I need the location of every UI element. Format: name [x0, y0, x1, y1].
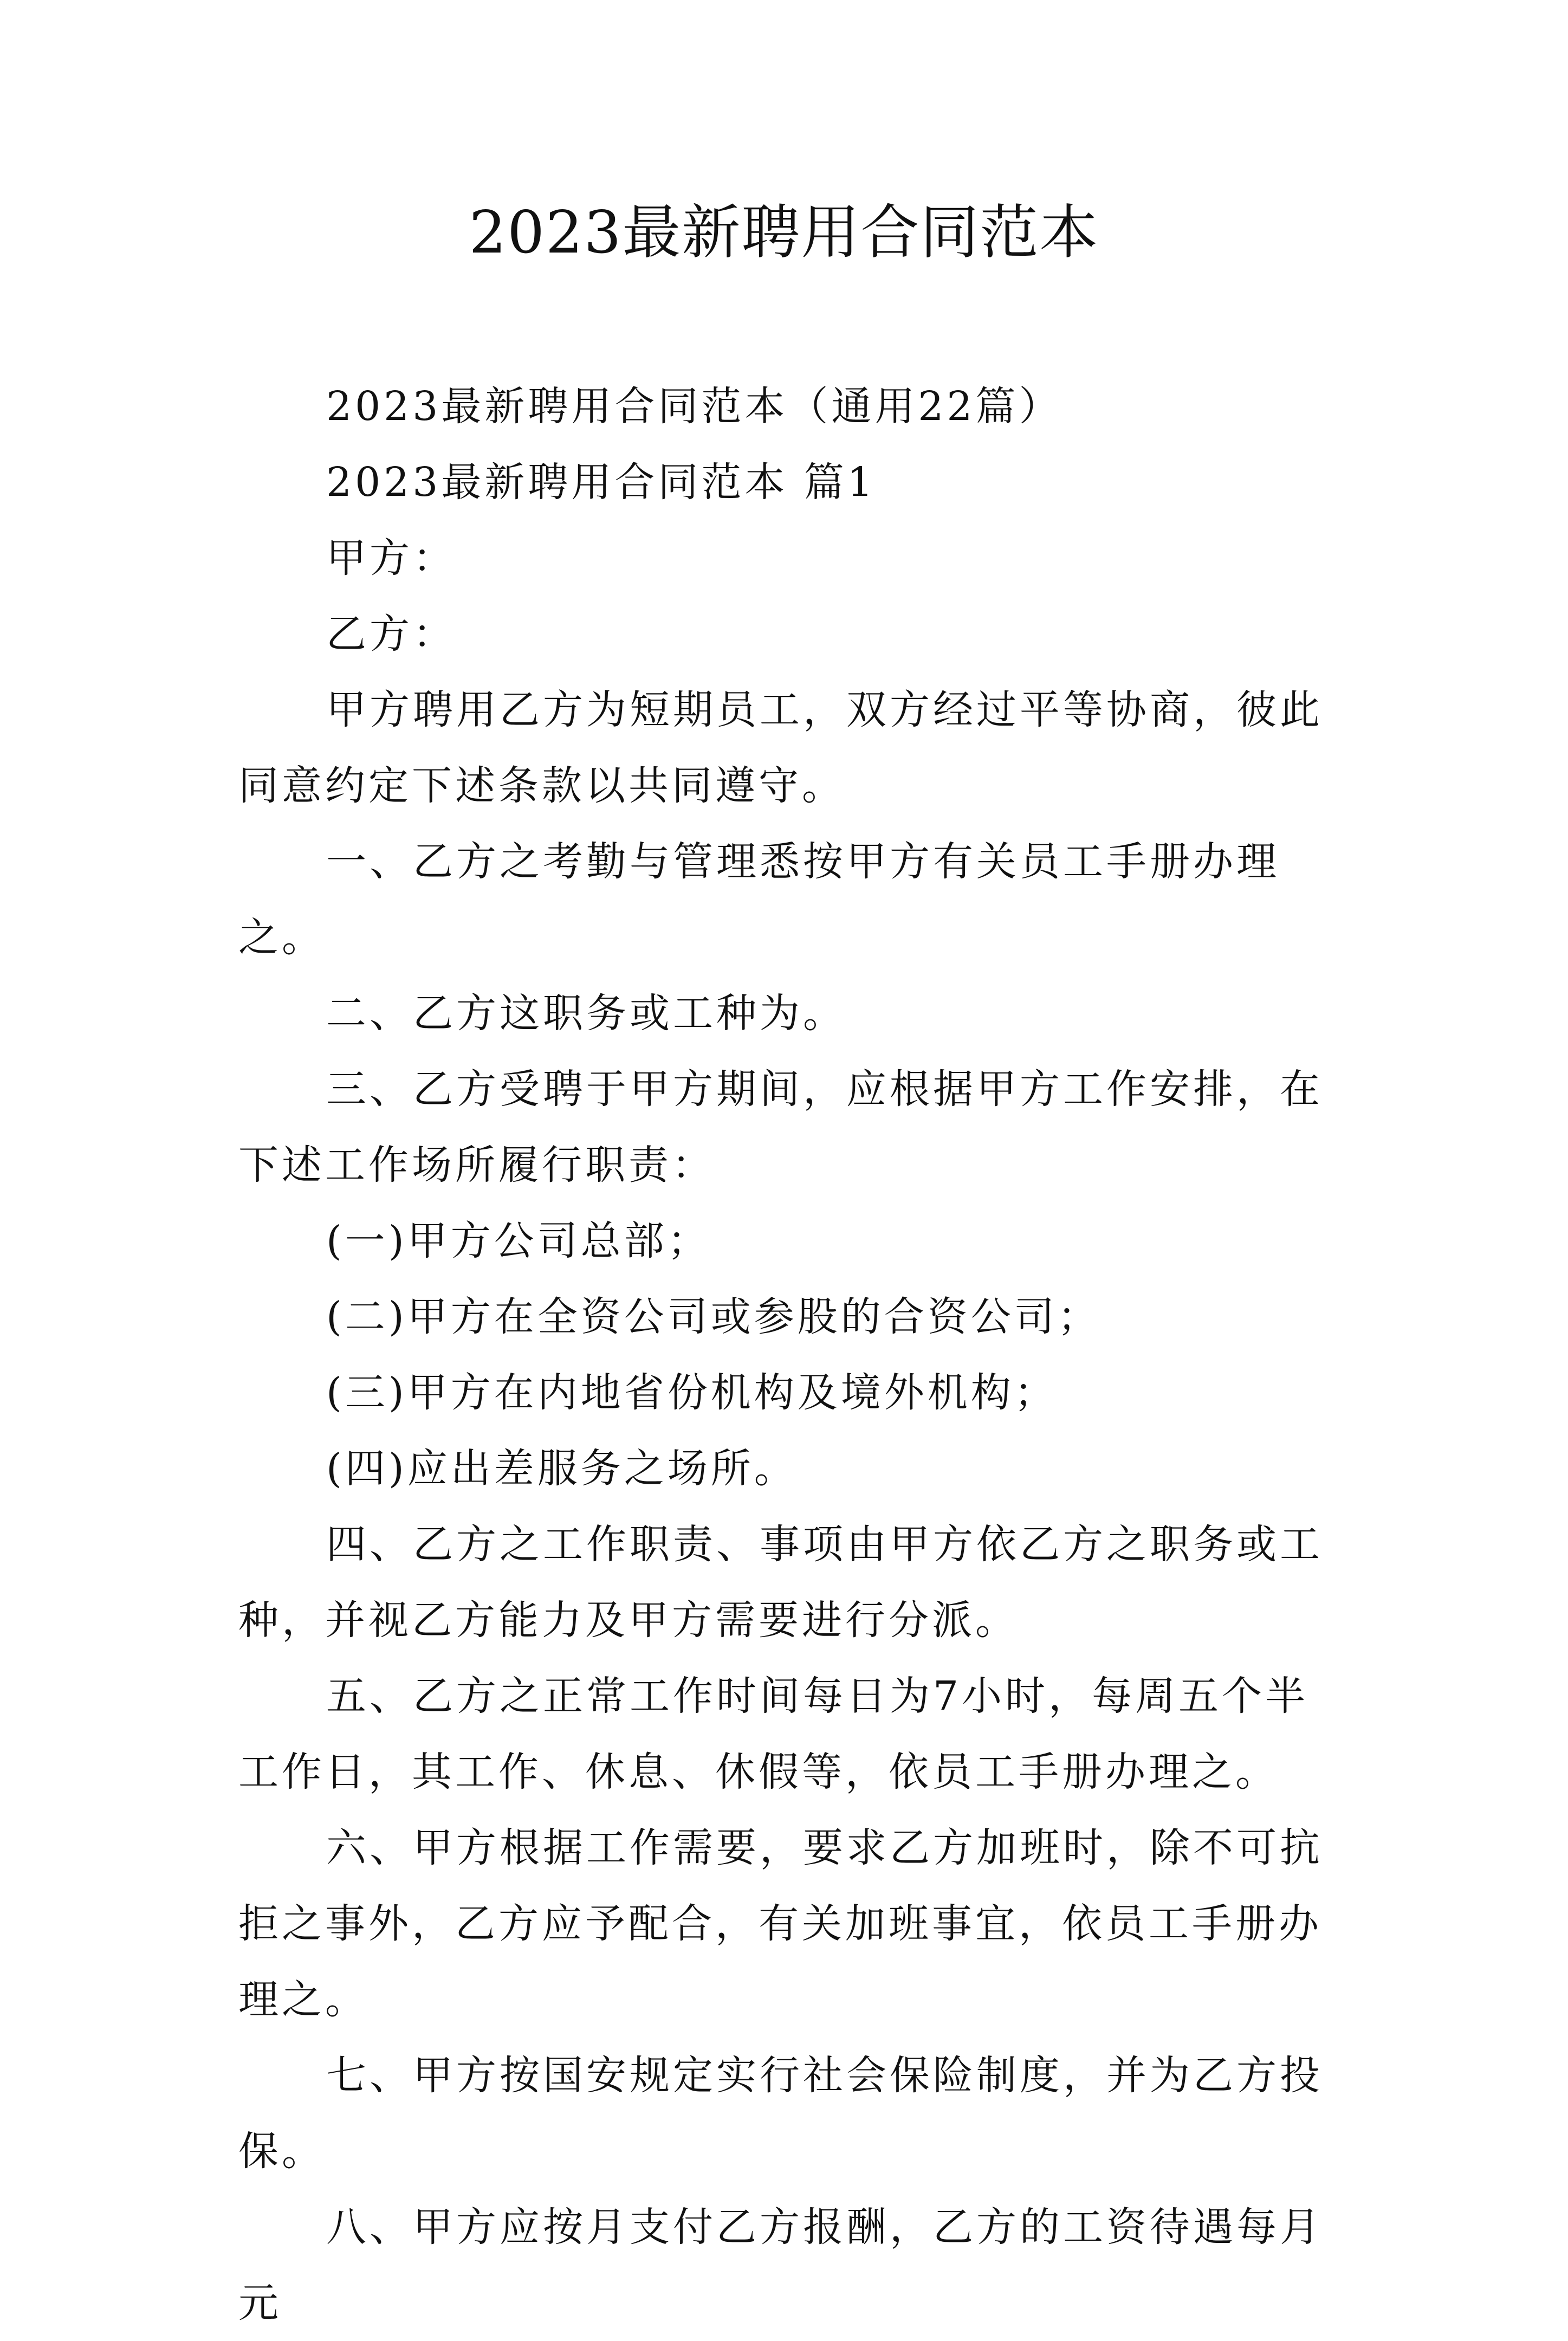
- document-body: [238, 368, 1344, 2341]
- paragraph-clause-4: 四、乙方之工作职责、事项由甲方依乙方之职务或工种，并视乙方能力及甲方需要进行分派。: [238, 1521, 1323, 1644]
- paragraph-clause-2: 二、乙方这职务或工种为。: [326, 990, 846, 1037]
- paragraph-party-a: 甲方：: [326, 535, 456, 581]
- paragraph-party-b: 乙方：: [326, 611, 456, 657]
- paragraph-clause-1: 一、乙方之考勤与管理悉按甲方有关员工手册办理之。: [238, 838, 1280, 961]
- paragraph-subtitle: 2023最新聘用合同范本（通用22篇）: [326, 383, 1062, 430]
- paragraph-clause-3-item-3: (三)甲方在内地省份机构及境外机构；: [326, 1369, 1058, 1416]
- paragraph-clause-3: 三、乙方受聘于甲方期间，应根据甲方工作安排，在下述工作场所履行职责：: [238, 1066, 1323, 1188]
- paragraph-clause-6: 六、甲方根据工作需要，要求乙方加班时，除不可抗拒之事外，乙方应予配合，有关加班事宜，依员工手册办理之。: [238, 1825, 1323, 2023]
- document-title: 2023最新聘用合同范本: [469, 199, 1099, 267]
- paragraph-intro: 甲方聘用乙方为短期员工，双方经过平等协商，彼此同意约定下述条款以共同遵守。: [238, 687, 1323, 809]
- paragraph-clause-7: 七、甲方按国安规定实行社会保险制度，并为乙方投保。: [238, 2052, 1323, 2175]
- paragraph-clause-3-item-1: (一)甲方公司总部；: [326, 1218, 711, 1264]
- paragraph-clause-3-item-2: (二)甲方在全资公司或参股的合资公司；: [326, 1294, 1101, 1340]
- paragraph-clause-5: 五、乙方之正常工作时间每日为7小时，每周五个半工作日，其工作、休息、休假等，依员工手册办理之。: [238, 1673, 1309, 1795]
- paragraph-clause-3-item-4: (四)应出差服务之场所。: [326, 1445, 798, 1492]
- paragraph-clause-8: 八、甲方应按月支付乙方报酬，乙方的工资待遇每月元: [238, 2204, 1323, 2326]
- paragraph-section-heading: 2023最新聘用合同范本 篇1: [326, 459, 876, 506]
